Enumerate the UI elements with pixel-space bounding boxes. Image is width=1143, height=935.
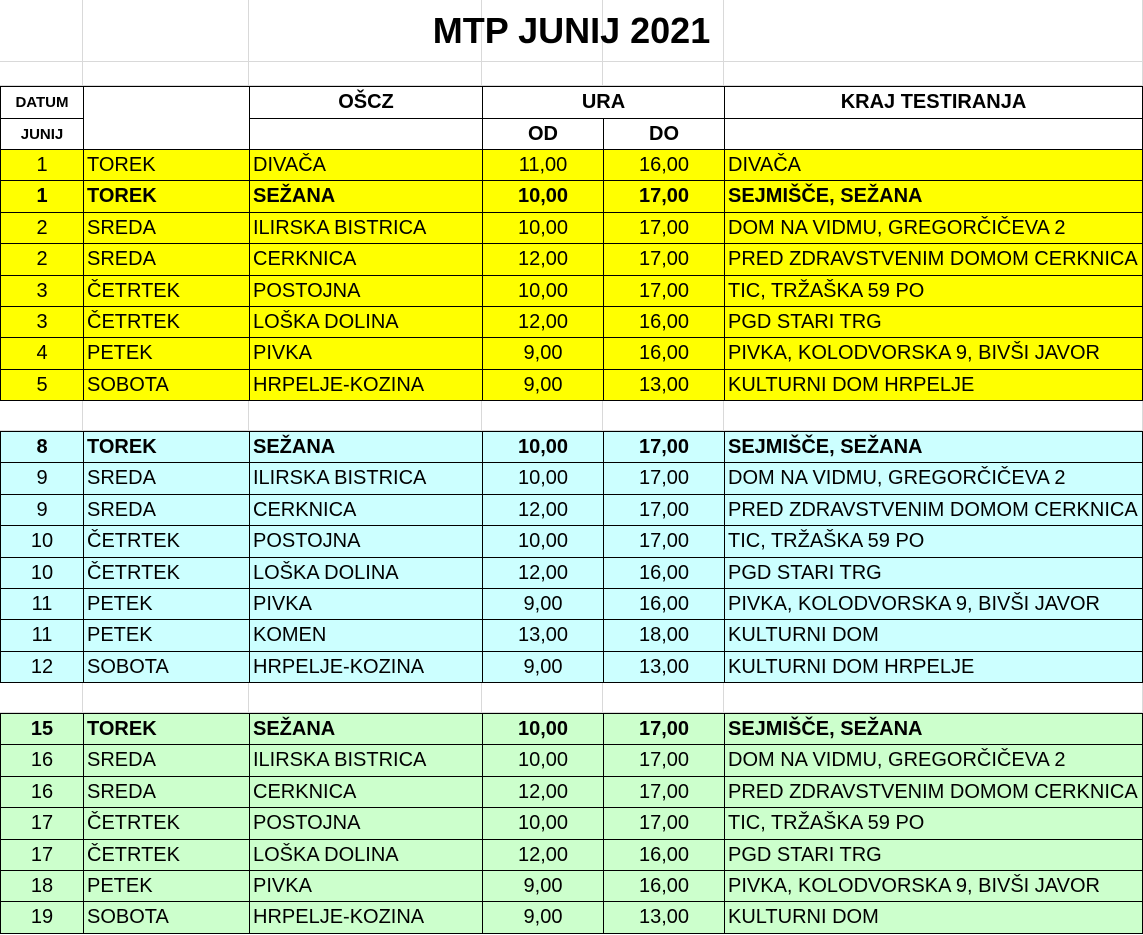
location-cell: PRED ZDRAVSTVENIM DOMOM CERKNICA bbox=[724, 243, 1143, 276]
date-cell: 10 bbox=[0, 557, 84, 589]
date-cell: 9 bbox=[0, 462, 84, 495]
time-from-cell: 9,00 bbox=[482, 337, 604, 370]
oscz-cell: CERKNICA bbox=[249, 776, 483, 808]
time-to-cell: 17,00 bbox=[603, 180, 725, 213]
oscz-cell: POSTOJNA bbox=[249, 525, 483, 558]
day-cell: SOBOTA bbox=[83, 901, 250, 934]
oscz-cell: SEŽANA bbox=[249, 713, 483, 745]
header-kraj-blank bbox=[724, 118, 1143, 150]
oscz-cell: SEŽANA bbox=[249, 180, 483, 213]
time-to-cell: 16,00 bbox=[603, 839, 725, 871]
time-from-cell: 9,00 bbox=[482, 651, 604, 683]
day-cell: TOREK bbox=[83, 180, 250, 213]
day-cell: SREDA bbox=[83, 494, 250, 526]
oscz-cell: POSTOJNA bbox=[249, 275, 483, 307]
time-to-cell: 17,00 bbox=[603, 807, 725, 840]
oscz-cell: LOŠKA DOLINA bbox=[249, 839, 483, 871]
header-kraj: KRAJ TESTIRANJA bbox=[724, 86, 1143, 119]
date-cell: 17 bbox=[0, 839, 84, 871]
date-cell: 12 bbox=[0, 651, 84, 683]
separator-cell bbox=[249, 400, 482, 431]
time-to-cell: 16,00 bbox=[603, 870, 725, 902]
location-cell: PRED ZDRAVSTVENIM DOMOM CERKNICA bbox=[724, 494, 1143, 526]
day-cell: SOBOTA bbox=[83, 369, 250, 401]
time-from-cell: 9,00 bbox=[482, 901, 604, 934]
date-cell: 4 bbox=[0, 337, 84, 370]
oscz-cell: LOŠKA DOLINA bbox=[249, 306, 483, 338]
location-cell: KULTURNI DOM bbox=[724, 619, 1143, 652]
day-cell: ČETRTEK bbox=[83, 557, 250, 589]
oscz-cell: CERKNICA bbox=[249, 243, 483, 276]
header-oscz-blank bbox=[249, 118, 483, 150]
date-cell: 9 bbox=[0, 494, 84, 526]
oscz-cell: SEŽANA bbox=[249, 431, 483, 463]
oscz-cell: PIVKA bbox=[249, 588, 483, 620]
day-cell: ČETRTEK bbox=[83, 275, 250, 307]
header-day-blank bbox=[83, 86, 250, 150]
grid-cell bbox=[603, 62, 724, 86]
grid-cell bbox=[83, 62, 249, 86]
oscz-cell: KOMEN bbox=[249, 619, 483, 652]
header-od: OD bbox=[482, 118, 604, 150]
date-cell: 11 bbox=[0, 588, 84, 620]
date-cell: 19 bbox=[0, 901, 84, 934]
location-cell: DIVAČA bbox=[724, 149, 1143, 181]
time-from-cell: 13,00 bbox=[482, 619, 604, 652]
oscz-cell: HRPELJE-KOZINA bbox=[249, 901, 483, 934]
time-from-cell: 10,00 bbox=[482, 212, 604, 244]
time-from-cell: 12,00 bbox=[482, 243, 604, 276]
time-to-cell: 17,00 bbox=[603, 525, 725, 558]
date-cell: 8 bbox=[0, 431, 84, 463]
date-cell: 16 bbox=[0, 776, 84, 808]
time-from-cell: 11,00 bbox=[482, 149, 604, 181]
time-from-cell: 10,00 bbox=[482, 180, 604, 213]
oscz-cell: HRPELJE-KOZINA bbox=[249, 369, 483, 401]
time-from-cell: 9,00 bbox=[482, 369, 604, 401]
oscz-cell: HRPELJE-KOZINA bbox=[249, 651, 483, 683]
oscz-cell: CERKNICA bbox=[249, 494, 483, 526]
separator-cell bbox=[83, 400, 249, 431]
date-cell: 5 bbox=[0, 369, 84, 401]
day-cell: SREDA bbox=[83, 212, 250, 244]
location-cell: KULTURNI DOM bbox=[724, 901, 1143, 934]
time-to-cell: 17,00 bbox=[603, 275, 725, 307]
time-to-cell: 17,00 bbox=[603, 243, 725, 276]
separator-cell bbox=[724, 682, 1143, 713]
date-cell: 16 bbox=[0, 744, 84, 777]
location-cell: TIC, TRŽAŠKA 59 PO bbox=[724, 275, 1143, 307]
oscz-cell: PIVKA bbox=[249, 870, 483, 902]
location-cell: KULTURNI DOM HRPELJE bbox=[724, 651, 1143, 683]
location-cell: KULTURNI DOM HRPELJE bbox=[724, 369, 1143, 401]
time-to-cell: 13,00 bbox=[603, 369, 725, 401]
separator-cell bbox=[83, 682, 249, 713]
separator-cell bbox=[0, 400, 83, 431]
time-to-cell: 17,00 bbox=[603, 776, 725, 808]
header-oscz: OŠCZ bbox=[249, 86, 483, 119]
day-cell: TOREK bbox=[83, 149, 250, 181]
oscz-cell: DIVAČA bbox=[249, 149, 483, 181]
location-cell: PGD STARI TRG bbox=[724, 839, 1143, 871]
time-to-cell: 16,00 bbox=[603, 588, 725, 620]
time-from-cell: 12,00 bbox=[482, 494, 604, 526]
day-cell: SREDA bbox=[83, 462, 250, 495]
oscz-cell: ILIRSKA BISTRICA bbox=[249, 462, 483, 495]
oscz-cell: LOŠKA DOLINA bbox=[249, 557, 483, 589]
separator-cell bbox=[0, 682, 83, 713]
header-do: DO bbox=[603, 118, 725, 150]
oscz-cell: PIVKA bbox=[249, 337, 483, 370]
location-cell: PIVKA, KOLODVORSKA 9, BIVŠI JAVOR bbox=[724, 337, 1143, 370]
grid-cell bbox=[482, 62, 603, 86]
time-from-cell: 12,00 bbox=[482, 776, 604, 808]
day-cell: SOBOTA bbox=[83, 651, 250, 683]
time-to-cell: 18,00 bbox=[603, 619, 725, 652]
separator-cell bbox=[482, 400, 603, 431]
time-from-cell: 10,00 bbox=[482, 525, 604, 558]
time-from-cell: 10,00 bbox=[482, 431, 604, 463]
day-cell: SREDA bbox=[83, 744, 250, 777]
day-cell: ČETRTEK bbox=[83, 839, 250, 871]
grid-cell bbox=[724, 62, 1143, 86]
date-cell: 1 bbox=[0, 149, 84, 181]
location-cell: DOM NA VIDMU, GREGORČIČEVA 2 bbox=[724, 212, 1143, 244]
time-to-cell: 17,00 bbox=[603, 713, 725, 745]
location-cell: TIC, TRŽAŠKA 59 PO bbox=[724, 807, 1143, 840]
day-cell: PETEK bbox=[83, 870, 250, 902]
separator-cell bbox=[249, 682, 482, 713]
separator-cell bbox=[482, 682, 603, 713]
location-cell: SEJMIŠČE, SEŽANA bbox=[724, 180, 1143, 213]
location-cell: DOM NA VIDMU, GREGORČIČEVA 2 bbox=[724, 462, 1143, 495]
location-cell: SEJMIŠČE, SEŽANA bbox=[724, 431, 1143, 463]
header-junij: JUNIJ bbox=[0, 118, 84, 150]
time-to-cell: 16,00 bbox=[603, 149, 725, 181]
time-from-cell: 9,00 bbox=[482, 588, 604, 620]
day-cell: TOREK bbox=[83, 713, 250, 745]
grid-cell bbox=[0, 62, 83, 86]
day-cell: PETEK bbox=[83, 337, 250, 370]
date-cell: 3 bbox=[0, 275, 84, 307]
location-cell: PGD STARI TRG bbox=[724, 557, 1143, 589]
time-to-cell: 17,00 bbox=[603, 431, 725, 463]
time-from-cell: 10,00 bbox=[482, 462, 604, 495]
location-cell: SEJMIŠČE, SEŽANA bbox=[724, 713, 1143, 745]
time-from-cell: 10,00 bbox=[482, 275, 604, 307]
day-cell: ČETRTEK bbox=[83, 306, 250, 338]
time-to-cell: 16,00 bbox=[603, 337, 725, 370]
page-title: MTP JUNIJ 2021 bbox=[432, 10, 711, 51]
oscz-cell: POSTOJNA bbox=[249, 807, 483, 840]
location-cell: DOM NA VIDMU, GREGORČIČEVA 2 bbox=[724, 744, 1143, 777]
date-cell: 2 bbox=[0, 243, 84, 276]
header-datum: DATUM bbox=[0, 86, 84, 119]
day-cell: SREDA bbox=[83, 776, 250, 808]
day-cell: ČETRTEK bbox=[83, 525, 250, 558]
separator-cell bbox=[603, 400, 724, 431]
separator-cell bbox=[724, 400, 1143, 431]
date-cell: 15 bbox=[0, 713, 84, 745]
date-cell: 11 bbox=[0, 619, 84, 652]
time-from-cell: 12,00 bbox=[482, 557, 604, 589]
time-from-cell: 12,00 bbox=[482, 839, 604, 871]
time-to-cell: 17,00 bbox=[603, 462, 725, 495]
day-cell: TOREK bbox=[83, 431, 250, 463]
separator-cell bbox=[603, 682, 724, 713]
time-to-cell: 17,00 bbox=[603, 744, 725, 777]
location-cell: PIVKA, KOLODVORSKA 9, BIVŠI JAVOR bbox=[724, 870, 1143, 902]
date-cell: 2 bbox=[0, 212, 84, 244]
location-cell: PIVKA, KOLODVORSKA 9, BIVŠI JAVOR bbox=[724, 588, 1143, 620]
time-from-cell: 10,00 bbox=[482, 807, 604, 840]
day-cell: PETEK bbox=[83, 588, 250, 620]
time-to-cell: 17,00 bbox=[603, 494, 725, 526]
day-cell: PETEK bbox=[83, 619, 250, 652]
location-cell: PRED ZDRAVSTVENIM DOMOM CERKNICA bbox=[724, 776, 1143, 808]
time-to-cell: 13,00 bbox=[603, 901, 725, 934]
oscz-cell: ILIRSKA BISTRICA bbox=[249, 212, 483, 244]
date-cell: 10 bbox=[0, 525, 84, 558]
location-cell: TIC, TRŽAŠKA 59 PO bbox=[724, 525, 1143, 558]
time-to-cell: 13,00 bbox=[603, 651, 725, 683]
location-cell: PGD STARI TRG bbox=[724, 306, 1143, 338]
day-cell: SREDA bbox=[83, 243, 250, 276]
date-cell: 1 bbox=[0, 180, 84, 213]
date-cell: 18 bbox=[0, 870, 84, 902]
time-to-cell: 17,00 bbox=[603, 212, 725, 244]
time-from-cell: 9,00 bbox=[482, 870, 604, 902]
time-from-cell: 12,00 bbox=[482, 306, 604, 338]
header-ura: URA bbox=[482, 86, 725, 119]
time-to-cell: 16,00 bbox=[603, 557, 725, 589]
time-from-cell: 10,00 bbox=[482, 713, 604, 745]
grid-cell bbox=[249, 62, 482, 86]
time-from-cell: 10,00 bbox=[482, 744, 604, 777]
day-cell: ČETRTEK bbox=[83, 807, 250, 840]
oscz-cell: ILIRSKA BISTRICA bbox=[249, 744, 483, 777]
time-to-cell: 16,00 bbox=[603, 306, 725, 338]
date-cell: 17 bbox=[0, 807, 84, 840]
date-cell: 3 bbox=[0, 306, 84, 338]
